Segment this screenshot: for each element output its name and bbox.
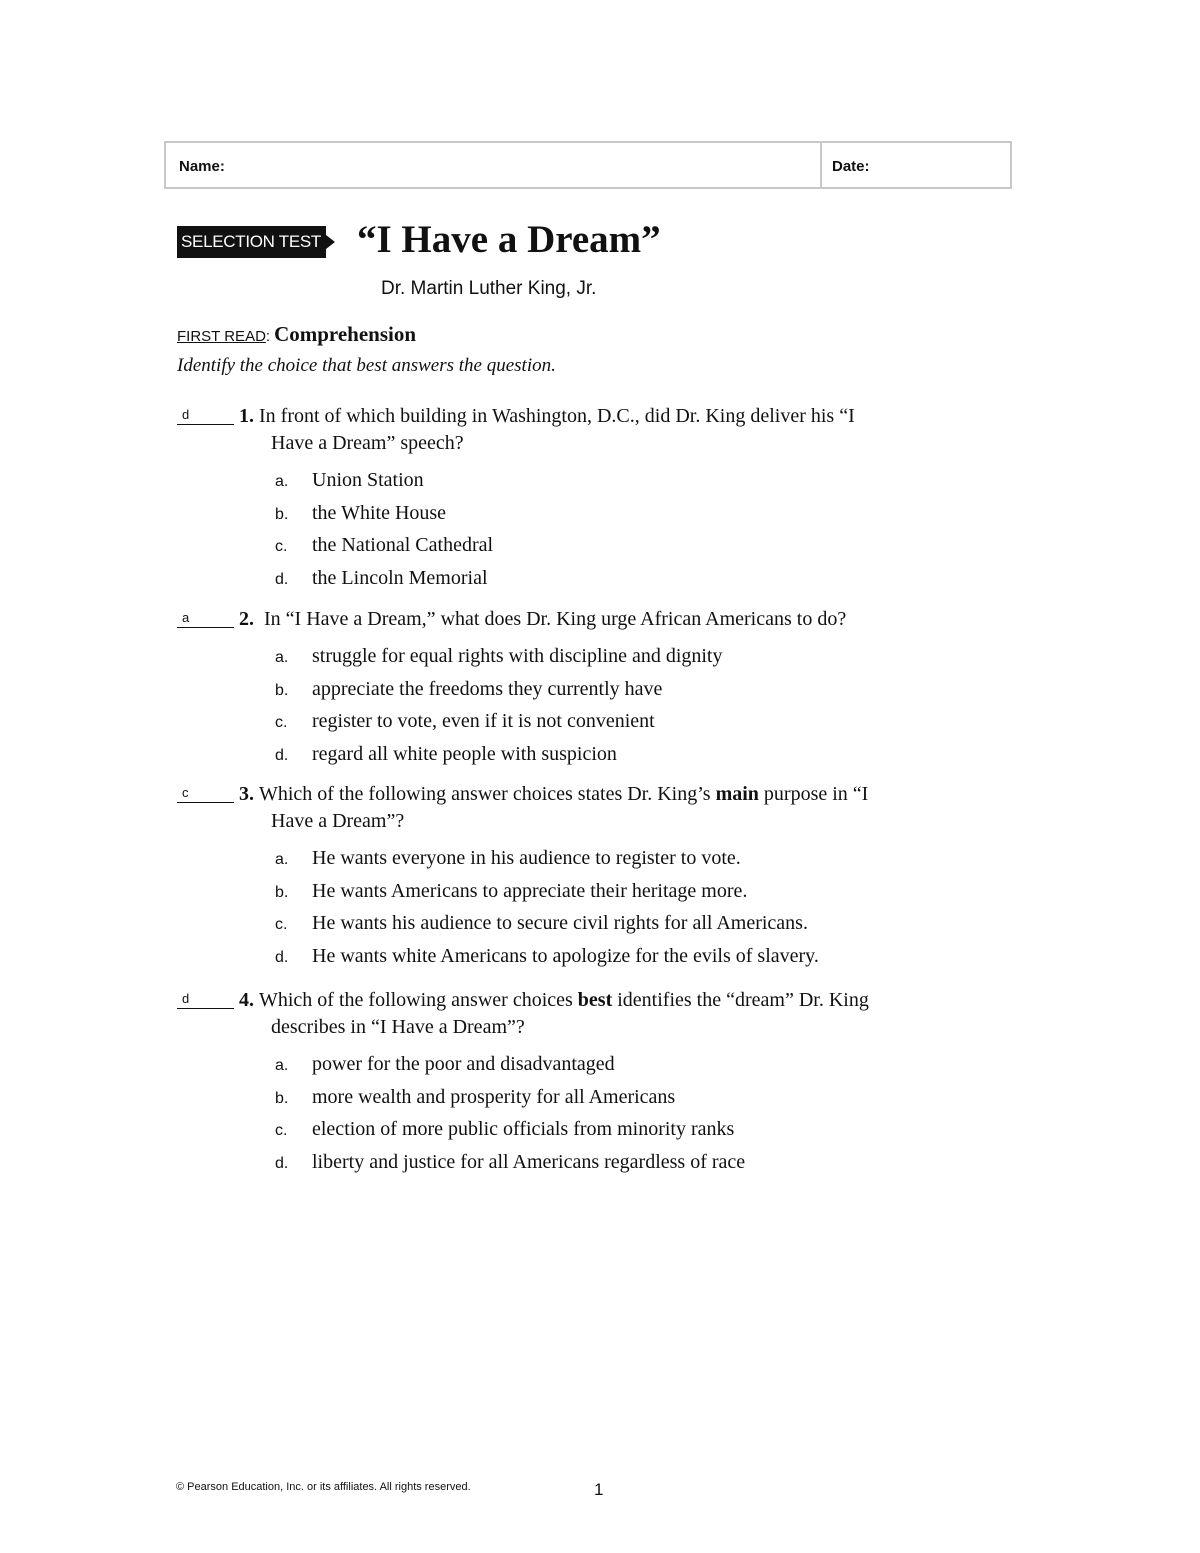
choice-letter: a.: [275, 851, 289, 868]
answer-blank[interactable]: c: [177, 784, 234, 803]
question-text: Which of the following answer choices: [259, 989, 578, 1011]
section-colon: :: [265, 328, 271, 345]
choice-text: Union Station: [312, 469, 424, 491]
question-text-end: purpose in “I: [758, 783, 869, 805]
choice-list: [177, 465, 1007, 595]
question-text-continued: Have a Dream”?: [271, 810, 405, 832]
choice-letter: b.: [275, 1089, 289, 1107]
selection-test-badge: [177, 226, 335, 258]
choice-c[interactable]: [177, 530, 1007, 563]
badge-label: SELECTION TEST: [177, 226, 326, 258]
choice-letter: d.: [275, 1154, 289, 1172]
choice-d[interactable]: [177, 1147, 1007, 1180]
badge-arrow-icon: [326, 235, 335, 249]
choice-d[interactable]: [177, 941, 1007, 974]
choice-c[interactable]: [177, 908, 1007, 941]
choice-text: He wants Americans to appreciate their heritage more.: [312, 879, 748, 902]
choice-letter: d.: [275, 948, 289, 966]
choice-text: regard all white people with suspicion: [312, 742, 617, 765]
question-number: 4.: [239, 989, 254, 1011]
choice-b[interactable]: [177, 876, 1007, 909]
choice-list: [177, 1049, 1007, 1179]
question-1: [177, 403, 1007, 595]
question-text-end: identifies the “dream” Dr. King: [612, 989, 869, 1011]
choice-list: [177, 843, 1007, 973]
choice-text: He wants his audience to secure civil rights for all Americans.: [312, 912, 808, 934]
answer-blank[interactable]: a: [177, 609, 234, 628]
section-heading: [177, 322, 416, 347]
choice-c[interactable]: [177, 706, 1007, 739]
choice-letter: c.: [275, 714, 288, 731]
choice-a[interactable]: [177, 843, 1007, 876]
choice-text: more wealth and prosperity for all Americans: [312, 1085, 676, 1108]
name-label: Name:: [179, 158, 225, 175]
section-label: FIRST READ: [177, 328, 266, 345]
choice-text: election of more public officials from minority ranks: [312, 1118, 735, 1140]
choice-b[interactable]: [177, 674, 1007, 707]
choice-text: the White House: [312, 501, 447, 524]
choice-b[interactable]: [177, 498, 1007, 531]
question-3: [177, 781, 1007, 973]
choice-letter: d.: [275, 570, 289, 588]
question-4: [177, 987, 1007, 1179]
choice-letter: d.: [275, 746, 289, 764]
choice-list: [177, 641, 1007, 771]
question-2: [177, 606, 1007, 771]
date-field[interactable]: [822, 143, 1010, 187]
choice-text: power for the poor and disadvantaged: [312, 1053, 615, 1075]
emphasis-best: best: [577, 989, 613, 1011]
choice-text: the Lincoln Memorial: [312, 566, 488, 589]
choice-a[interactable]: [177, 641, 1007, 674]
choice-letter: c.: [275, 538, 288, 555]
choice-text: struggle for equal rights with discipline and dignity: [312, 645, 723, 667]
choice-text: He wants white Americans to apologize for the evils of slavery.: [312, 944, 819, 967]
question-stem: [177, 606, 1007, 633]
choice-b[interactable]: [177, 1082, 1007, 1115]
answer-blank[interactable]: d: [177, 990, 234, 1009]
answer-blank[interactable]: d: [177, 406, 234, 425]
choice-d[interactable]: [177, 563, 1007, 596]
question-stem: [177, 987, 1007, 1014]
choice-letter: a.: [275, 473, 289, 490]
choice-letter: b.: [275, 681, 289, 699]
page-title: “I Have a Dream”: [357, 218, 661, 261]
choice-letter: b.: [275, 883, 289, 901]
question-number: 1.: [239, 405, 254, 427]
emphasis-main: main: [715, 783, 759, 805]
choice-letter: a.: [275, 1057, 289, 1074]
choice-letter: c.: [275, 916, 288, 933]
choice-letter: b.: [275, 505, 289, 523]
choice-text: the National Cathedral: [312, 534, 494, 556]
question-text-continued: Have a Dream” speech?: [271, 432, 464, 454]
question-text: Which of the following answer choices states Dr. King’s: [259, 783, 716, 805]
choice-letter: a.: [275, 649, 289, 666]
page-number: 1: [594, 1480, 604, 1499]
name-date-box: [164, 141, 1012, 189]
author: Dr. Martin Luther King, Jr.: [381, 278, 597, 299]
choice-a[interactable]: [177, 1049, 1007, 1082]
choice-a[interactable]: [177, 465, 1007, 498]
question-text: In “I Have a Dream,” what does Dr. King urge African Americans to do?: [264, 608, 847, 630]
instructions: Identify the choice that best answers the question.: [177, 355, 556, 376]
section-title: Comprehension: [274, 322, 417, 346]
name-field[interactable]: [166, 143, 822, 187]
choice-c[interactable]: [177, 1114, 1007, 1147]
choice-text: appreciate the freedoms they currently have: [312, 677, 663, 700]
copyright-footer: © Pearson Education, Inc. or its affiliates. All rights reserved.: [176, 1481, 471, 1493]
question-text-continued: describes in “I Have a Dream”?: [271, 1016, 525, 1038]
date-label: Date:: [832, 158, 870, 175]
question-stem: [177, 781, 1007, 808]
choice-text: He wants everyone in his audience to register to vote.: [312, 847, 741, 869]
question-stem: [177, 403, 1007, 430]
choice-text: liberty and justice for all Americans regardless of race: [312, 1150, 746, 1173]
choice-text: register to vote, even if it is not convenient: [312, 710, 655, 732]
question-number: 3.: [239, 783, 254, 805]
choice-letter: c.: [275, 1122, 288, 1139]
question-number: 2.: [239, 608, 254, 630]
question-text: In front of which building in Washington, D.C., did Dr. King deliver his “I: [259, 405, 855, 427]
choice-d[interactable]: [177, 739, 1007, 772]
